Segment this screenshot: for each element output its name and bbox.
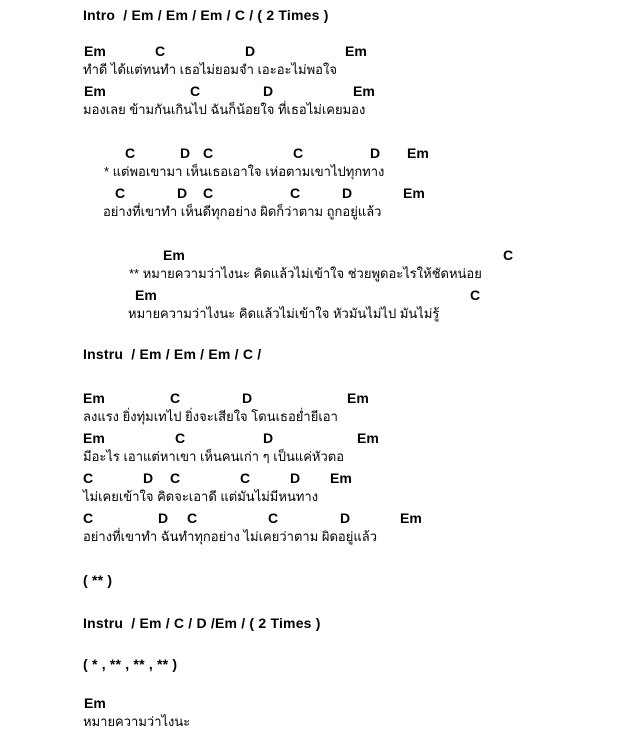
lyric-line: ลงแรง ยิ่งทุ่มเทไป ยิ่งจะเสียใจ โดนเธอย่ำยีเอา (83, 409, 338, 424)
chord-em: Em (403, 185, 425, 201)
chord-em: Em (84, 83, 106, 99)
chord-em: Em (84, 43, 106, 59)
chord-line (83, 145, 620, 162)
chord-d: D (177, 185, 188, 201)
chord-em: Em (84, 695, 106, 711)
chord-line (83, 83, 620, 100)
chord-c: C (170, 470, 181, 486)
chord-em: Em (400, 510, 422, 526)
chord-c: C (290, 185, 301, 201)
chord-d: D (263, 83, 274, 99)
chord-d: D (290, 470, 301, 486)
chord-em: Em (345, 43, 367, 59)
section-heading: ( * , ** , ** , ** ) (83, 656, 178, 672)
chord-c: C (268, 510, 279, 526)
chord-em: Em (353, 83, 375, 99)
chord-c: C (175, 430, 186, 446)
lyric-line: หมายความว่าไงนะ คิดแล้วไม่เข้าใจ หัวมันไม่ไป มันไม่รู้ (128, 306, 440, 321)
lyric-line: ทำดี ได้แต่ทนทำ เธอไม่ยอมจำ เอะอะไม่พอใจ (83, 62, 337, 77)
chord-d: D (263, 430, 274, 446)
chord-d: D (158, 510, 169, 526)
chord-c: C (155, 43, 166, 59)
chord-em: Em (135, 287, 157, 303)
chord-c: C (503, 247, 514, 263)
chord-d: D (245, 43, 256, 59)
chord-d: D (342, 185, 353, 201)
chord-c: C (203, 145, 214, 161)
chord-line (83, 430, 620, 447)
section-heading: Intro / Em / Em / Em / C / ( 2 Times ) (83, 7, 329, 23)
lyric-line: มองเลย ข้ามกันเกินไป ฉันก็น้อยใจ ที่เธอไม่เคยมอง (83, 102, 366, 117)
chord-d: D (180, 145, 191, 161)
section-heading: ( ** ) (83, 572, 113, 588)
chord-line (83, 43, 620, 60)
lyric-line: ไม่เคยเข้าใจ คิดจะเอาดี แต่มันไม่มีหนทาง (83, 489, 319, 504)
chord-d: D (242, 390, 253, 406)
chord-em: Em (163, 247, 185, 263)
chord-c: C (125, 145, 136, 161)
chord-d: D (340, 510, 351, 526)
lyric-line: อย่างที่เขาทำ เห็นดีทุกอย่าง ผิดก็ว่าตาม ถูกอยู่แล้ว (103, 204, 382, 219)
chord-c: C (240, 470, 251, 486)
chord-c: C (83, 470, 94, 486)
chord-em: Em (83, 430, 105, 446)
chord-line (83, 185, 620, 202)
chord-em: Em (83, 390, 105, 406)
chord-line (83, 287, 620, 304)
chord-d: D (370, 145, 381, 161)
chord-em: Em (407, 145, 429, 161)
chord-c: C (115, 185, 126, 201)
chord-line (83, 390, 620, 407)
chord-d: D (143, 470, 154, 486)
chord-line (83, 695, 620, 712)
lyric-line: * แต่พอเขามา เห็นเธอเอาใจ เห่อตามเขาไปทุกทาง (104, 164, 385, 179)
chord-em: Em (330, 470, 352, 486)
chord-c: C (293, 145, 304, 161)
chord-em: Em (357, 430, 379, 446)
chord-line (83, 470, 620, 487)
chord-line (83, 247, 620, 264)
section-heading: Instru / Em / Em / Em / C / (83, 346, 262, 362)
lyric-line: หมายความว่าไงนะ (83, 714, 191, 729)
chord-c: C (83, 510, 94, 526)
lyric-line: อย่างที่เขาทำ ฉันทำทุกอย่าง ไม่เคยว่าตาม ผิดอยู่แล้ว (83, 529, 378, 544)
chord-c: C (190, 83, 201, 99)
chord-c: C (187, 510, 198, 526)
section-heading: Instru / Em / C / D /Em / ( 2 Times ) (83, 615, 321, 631)
chord-c: C (470, 287, 481, 303)
chord-line (83, 510, 620, 527)
lyric-line: ** หมายความว่าไงนะ คิดแล้วไม่เข้าใจ ช่วยพูดอะไรให้ชัดหน่อย (129, 266, 482, 281)
chord-c: C (170, 390, 181, 406)
lyric-line: มีอะไร เอาแต่หาเขา เห็นคนเก่า ๆ เป็นแค่หัวตอ (83, 449, 345, 464)
chord-em: Em (347, 390, 369, 406)
chord-c: C (203, 185, 214, 201)
